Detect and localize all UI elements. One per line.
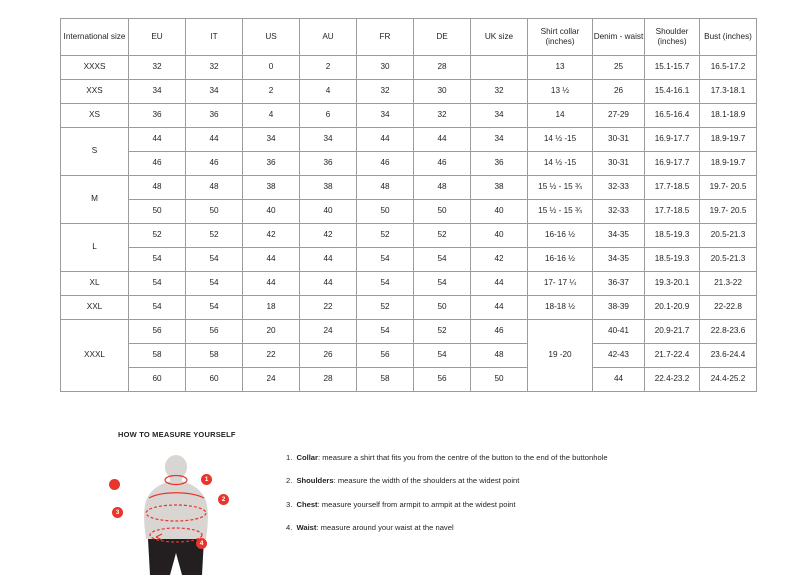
column-header-au: AU (300, 19, 357, 56)
size-chart-table (60, 18, 757, 392)
cell-9: 22.4-23.2 (645, 368, 700, 392)
measure-instructions-list (238, 453, 608, 546)
cell-9: 15.1-15.7 (645, 56, 700, 80)
table-row (61, 152, 757, 176)
cell-1: 36 (186, 104, 243, 128)
cell-10: 17.3-18.1 (700, 80, 757, 104)
cell-2: 2 (243, 80, 300, 104)
measure-instruction-item (286, 523, 608, 533)
body-diagram (115, 453, 238, 583)
measure-item-label: Collar (296, 453, 318, 462)
cell-2: 36 (243, 152, 300, 176)
measure-instruction-item (286, 500, 608, 510)
cell-9: 21.7-22.4 (645, 344, 700, 368)
cell-3: 36 (300, 152, 357, 176)
cell-9: 15.4-16.1 (645, 80, 700, 104)
cell-1: 52 (186, 224, 243, 248)
cell-1: 56 (186, 320, 243, 344)
cell-shirt-collar: 14 ½ -15 (528, 128, 593, 152)
cell-6: 34 (471, 104, 528, 128)
cell-8: 36-37 (593, 272, 645, 296)
cell-1: 32 (186, 56, 243, 80)
cell-1: 46 (186, 152, 243, 176)
cell-international-size: XXXL (61, 320, 129, 392)
cell-2: 20 (243, 320, 300, 344)
cell-4: 44 (357, 128, 414, 152)
cell-2: 38 (243, 176, 300, 200)
cell-4: 48 (357, 176, 414, 200)
measure-item-text: : measure around your waist at the navel (316, 522, 454, 532)
cell-shirt-collar: 14 ½ -15 (528, 152, 593, 176)
cell-3: 2 (300, 56, 357, 80)
cell-8: 34-35 (593, 248, 645, 272)
cell-4: 32 (357, 80, 414, 104)
column-header-us: US (243, 19, 300, 56)
measure-item-number: 3. (286, 499, 293, 509)
cell-shirt-collar: 15 ½ - 15 ¾ (528, 176, 593, 200)
cell-2: 22 (243, 344, 300, 368)
cell-3: 4 (300, 80, 357, 104)
cell-3: 44 (300, 272, 357, 296)
cell-5: 52 (414, 320, 471, 344)
table-row (61, 320, 757, 344)
table-row (61, 224, 757, 248)
torso-illustration (118, 453, 238, 583)
measure-section-title: HOW TO MEASURE YOURSELF (118, 430, 236, 439)
cell-0: 48 (129, 176, 186, 200)
cell-0: 46 (129, 152, 186, 176)
measure-item-text: : measure the width of the shoulders at the widest point (333, 476, 520, 486)
cell-5: 50 (414, 296, 471, 320)
cell-3: 40 (300, 200, 357, 224)
cell-international-size: XL (61, 272, 129, 296)
cell-international-size: S (61, 128, 129, 176)
cell-0: 34 (129, 80, 186, 104)
cell-10: 18.1-18.9 (700, 104, 757, 128)
cell-6: 42 (471, 248, 528, 272)
cell-2: 24 (243, 368, 300, 392)
cell-5: 32 (414, 104, 471, 128)
column-header-shirt-collar: Shirt collar (inches) (528, 19, 593, 56)
cell-5: 54 (414, 272, 471, 296)
cell-8: 27-29 (593, 104, 645, 128)
column-header-shoulder: Shoulder (inches) (645, 19, 700, 56)
cell-6: 48 (471, 344, 528, 368)
cell-2: 34 (243, 128, 300, 152)
measure-item-number: 4. (286, 522, 293, 532)
cell-1: 54 (186, 272, 243, 296)
cell-6: 44 (471, 296, 528, 320)
cell-4: 54 (357, 248, 414, 272)
cell-shirt-collar: 18-18 ½ (528, 296, 593, 320)
cell-shirt-collar: 13 ½ (528, 80, 593, 104)
cell-3: 38 (300, 176, 357, 200)
column-header-fr: FR (357, 19, 414, 56)
cell-0: 54 (129, 296, 186, 320)
cell-3: 22 (300, 296, 357, 320)
cell-4: 50 (357, 200, 414, 224)
cell-8: 32-33 (593, 176, 645, 200)
table-row (61, 176, 757, 200)
cell-8: 44 (593, 368, 645, 392)
cell-9: 19.3-20.1 (645, 272, 700, 296)
cell-9: 20.1-20.9 (645, 296, 700, 320)
cell-6: 40 (471, 224, 528, 248)
cell-5: 28 (414, 56, 471, 80)
table-row (61, 296, 757, 320)
cell-1: 60 (186, 368, 243, 392)
cell-10: 21.3-22 (700, 272, 757, 296)
table-row (61, 200, 757, 224)
measure-item-text: : measure yourself from armpit to armpit at the widest point (317, 499, 516, 509)
cell-2: 42 (243, 224, 300, 248)
measure-item-label: Chest (296, 499, 318, 509)
cell-9: 18.5-19.3 (645, 248, 700, 272)
cell-8: 26 (593, 80, 645, 104)
column-header-eu: EU (129, 19, 186, 56)
table-row (61, 128, 757, 152)
cell-international-size: XXXS (61, 56, 129, 80)
cell-2: 18 (243, 296, 300, 320)
cell-9: 16.5-16.4 (645, 104, 700, 128)
cell-4: 34 (357, 104, 414, 128)
cell-shirt-collar: 14 (528, 104, 593, 128)
cell-5: 56 (414, 368, 471, 392)
cell-10: 22.8-23.6 (700, 320, 757, 344)
measure-item-number: 2. (286, 476, 293, 486)
cell-6: 38 (471, 176, 528, 200)
cell-8: 30-31 (593, 128, 645, 152)
cell-5: 30 (414, 80, 471, 104)
cell-0: 56 (129, 320, 186, 344)
cell-4: 58 (357, 368, 414, 392)
cell-10: 24.4-25.2 (700, 368, 757, 392)
cell-3: 42 (300, 224, 357, 248)
table-row (61, 80, 757, 104)
cell-8: 42-43 (593, 344, 645, 368)
callout-1b (109, 479, 120, 490)
callout-2: 2 (218, 494, 229, 505)
cell-9: 16.9-17.7 (645, 152, 700, 176)
measure-item-label: Waist (296, 522, 317, 532)
cell-2: 0 (243, 56, 300, 80)
column-header-de: DE (414, 19, 471, 56)
cell-1: 58 (186, 344, 243, 368)
cell-10: 20.5-21.3 (700, 248, 757, 272)
cell-0: 52 (129, 224, 186, 248)
cell-9: 20.9-21.7 (645, 320, 700, 344)
cell-5: 46 (414, 152, 471, 176)
cell-shirt-collar: 19 -20 (528, 320, 593, 392)
cell-4: 54 (357, 320, 414, 344)
cell-4: 30 (357, 56, 414, 80)
cell-8: 32-33 (593, 200, 645, 224)
cell-4: 54 (357, 272, 414, 296)
cell-6: 44 (471, 272, 528, 296)
table-row (61, 56, 757, 80)
cell-5: 44 (414, 128, 471, 152)
table-row (61, 344, 757, 368)
table-header-row (61, 19, 757, 56)
cell-5: 48 (414, 176, 471, 200)
cell-8: 38-39 (593, 296, 645, 320)
cell-10: 19.7- 20.5 (700, 176, 757, 200)
cell-0: 60 (129, 368, 186, 392)
cell-4: 56 (357, 344, 414, 368)
cell-shirt-collar: 13 (528, 56, 593, 80)
cell-6: 40 (471, 200, 528, 224)
cell-0: 54 (129, 248, 186, 272)
column-header-it: IT (186, 19, 243, 56)
cell-1: 54 (186, 248, 243, 272)
cell-international-size: XXS (61, 80, 129, 104)
cell-0: 54 (129, 272, 186, 296)
cell-9: 18.5-19.3 (645, 224, 700, 248)
measure-item-text: : measure a shirt that fits you from the centre of the button to the end of the buttonhole (318, 453, 608, 462)
cell-6: 50 (471, 368, 528, 392)
cell-3: 6 (300, 104, 357, 128)
cell-international-size: XXL (61, 296, 129, 320)
cell-2: 44 (243, 248, 300, 272)
cell-3: 24 (300, 320, 357, 344)
column-header-international-size: International size (61, 19, 129, 56)
cell-international-size: XS (61, 104, 129, 128)
column-header-uk-size: UK size (471, 19, 528, 56)
cell-4: 52 (357, 224, 414, 248)
cell-1: 50 (186, 200, 243, 224)
cell-0: 44 (129, 128, 186, 152)
cell-1: 44 (186, 128, 243, 152)
table-row (61, 368, 757, 392)
cell-9: 17.7-18.5 (645, 200, 700, 224)
cell-10: 20.5-21.3 (700, 224, 757, 248)
cell-6: 34 (471, 128, 528, 152)
cell-shirt-collar: 16-16 ½ (528, 224, 593, 248)
column-header-denim-waist: Denim - waist (593, 19, 645, 56)
column-header-bust: Bust (inches) (700, 19, 757, 56)
cell-0: 58 (129, 344, 186, 368)
cell-10: 18.9-19.7 (700, 152, 757, 176)
cell-10: 23.6-24.4 (700, 344, 757, 368)
cell-5: 54 (414, 248, 471, 272)
measure-item-number: 1. (286, 453, 293, 462)
table-row (61, 104, 757, 128)
cell-0: 50 (129, 200, 186, 224)
cell-9: 16.9-17.7 (645, 128, 700, 152)
cell-10: 16.5-17.2 (700, 56, 757, 80)
cell-10: 18.9-19.7 (700, 128, 757, 152)
cell-5: 54 (414, 344, 471, 368)
cell-6: 46 (471, 320, 528, 344)
cell-shirt-collar: 16-16 ½ (528, 248, 593, 272)
cell-shirt-collar: 17- 17 ¼ (528, 272, 593, 296)
cell-international-size: M (61, 176, 129, 224)
cell-3: 26 (300, 344, 357, 368)
cell-5: 52 (414, 224, 471, 248)
cell-6 (471, 56, 528, 80)
cell-shirt-collar: 15 ½ - 15 ¾ (528, 200, 593, 224)
measure-instruction-item (286, 453, 608, 463)
callout-4: 4 (196, 538, 207, 549)
cell-3: 44 (300, 248, 357, 272)
how-to-measure-section (115, 430, 738, 583)
cell-6: 36 (471, 152, 528, 176)
callout-1: 1 (201, 474, 212, 485)
cell-8: 25 (593, 56, 645, 80)
cell-4: 46 (357, 152, 414, 176)
cell-3: 28 (300, 368, 357, 392)
table-row (61, 272, 757, 296)
measure-instruction-item (286, 476, 608, 486)
cell-1: 34 (186, 80, 243, 104)
cell-8: 40-41 (593, 320, 645, 344)
callout-3: 3 (112, 507, 123, 518)
cell-5: 50 (414, 200, 471, 224)
cell-0: 36 (129, 104, 186, 128)
cell-2: 40 (243, 200, 300, 224)
table-row (61, 248, 757, 272)
cell-10: 19.7- 20.5 (700, 200, 757, 224)
cell-2: 4 (243, 104, 300, 128)
cell-6: 32 (471, 80, 528, 104)
cell-4: 52 (357, 296, 414, 320)
cell-1: 54 (186, 296, 243, 320)
cell-8: 34-35 (593, 224, 645, 248)
cell-0: 32 (129, 56, 186, 80)
measure-item-label: Shoulders (296, 476, 334, 486)
cell-1: 48 (186, 176, 243, 200)
cell-10: 22-22.8 (700, 296, 757, 320)
cell-9: 17.7-18.5 (645, 176, 700, 200)
cell-international-size: L (61, 224, 129, 272)
cell-3: 34 (300, 128, 357, 152)
cell-8: 30-31 (593, 152, 645, 176)
cell-2: 44 (243, 272, 300, 296)
